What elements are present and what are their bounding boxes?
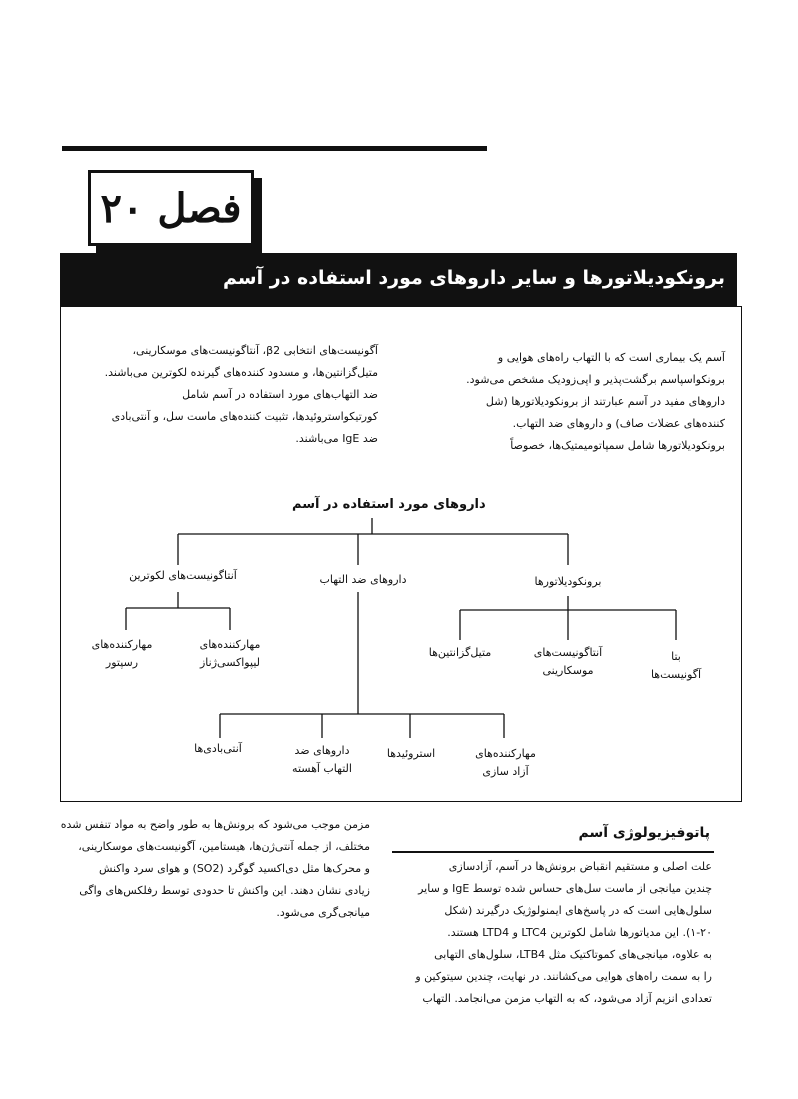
patho-right-column xyxy=(392,856,712,1010)
intro-line: ضد IgE می‌باشند. xyxy=(295,432,378,445)
node-line: آنتاگونیست‌های xyxy=(533,646,603,659)
patho-line: تعدادی انزیم آزاد می‌شود، که به التهاب مزمن می‌انجامد. التهاب xyxy=(422,992,712,1005)
node-release-inhibitors xyxy=(458,745,553,781)
node-line: بتا xyxy=(671,650,681,663)
patho-line: چندین میانجی از ماست سل‌های حساس شده توسط IgE و سایر xyxy=(418,882,712,895)
intro-line: برونکودیلاتورها شامل سمپاتومیمتیک‌ها، خصوصاً xyxy=(510,439,725,452)
node-line: مهارکننده‌های xyxy=(475,747,536,760)
node-methylxanthines xyxy=(413,644,507,662)
node-line: آزاد سازی xyxy=(482,765,529,778)
patho-line: ۱-۲۰). این مدیاتورها شامل لکوترین LTC4 و LTD4 هستند. xyxy=(447,926,712,939)
node-beta-agonists xyxy=(646,648,706,684)
node-line: رسپتور xyxy=(105,656,139,669)
node-line: آنتی‌بادی‌ها xyxy=(194,742,242,755)
node-antibodies xyxy=(178,740,258,758)
patho-left-column xyxy=(56,814,370,924)
chapter-label: فصل ۲۰ xyxy=(100,184,242,232)
node-anti-inflammatory: داروهای ضد التهاب xyxy=(319,573,407,586)
intro-line: کننده‌های عضلات صاف) و داروهای ضد التهاب. xyxy=(512,417,725,430)
chapter-title: برونکودیلاتورها و سایر داروهای مورد استفاده در آسم xyxy=(223,267,725,289)
node-steroids xyxy=(372,745,450,763)
patho-line: مختلف، از جمله آنتی‌ژن‌ها، هیستامین، آگونیست‌های موسکارینی، xyxy=(78,840,370,853)
node-line: متیل‌گزانتین‌ها xyxy=(428,646,492,659)
intro-line: داروهای مفید در آسم عبارتند از برونکودیلاتورها (شل xyxy=(485,395,725,408)
node-lipoxygenase-inhibitors xyxy=(180,636,280,672)
diagram-title: داروهای مورد استفاده در آسم xyxy=(292,497,486,512)
node-line: داروهای ضد xyxy=(294,744,350,757)
intro-line: متیل‌گزانتین‌ها، و مسدود کننده‌های گیرنده لکوترین می‌باشند. xyxy=(104,366,378,379)
intro-line: برونکواسپاسم برگشت‌پذیر و اپی‌زودیک مشخص می‌شود. xyxy=(466,373,725,386)
patho-line: به علاوه، میانجی‌های کموتاکتیک مثل LTB4، سلول‌های التهابی xyxy=(434,948,712,961)
node-line: مهارکننده‌های xyxy=(91,638,153,651)
node-line: استروئیدها xyxy=(386,747,436,760)
patho-line: مزمن موجب می‌شود که برونش‌ها به طور واضح به مواد تنفس شده xyxy=(60,818,370,831)
node-line: مهارکننده‌های xyxy=(199,638,261,651)
node-line: التهاب آهسته xyxy=(292,762,352,775)
node-bronchodilators: برونکودیلاتورها xyxy=(534,575,602,588)
patho-line: میانجی‌گری می‌شود. xyxy=(276,906,370,919)
intro-line: آگونیست‌های انتخابی β2، آنتاگونیست‌های موسکارینی، xyxy=(132,344,378,357)
patho-line: زیادی نشان دهند. این واکنش تا حدودی توسط رفلکس‌های واگی xyxy=(79,884,370,897)
node-receptor-inhibitors xyxy=(72,636,172,672)
node-leukotriene-antagonists: آنتاگونیست‌های لکوترین xyxy=(129,569,237,582)
node-line: موسکارینی xyxy=(542,664,594,677)
patho-line: را به سمت راه‌های هوایی می‌کشانند. در نهایت، چندین سیتوکین و xyxy=(415,970,712,983)
patho-line: علت اصلی و مستقیم انقباض برونش‌ها در آسم، آزادسازی xyxy=(448,860,712,873)
intro-line: آسم یک بیماری است که با التهاب راه‌های هوایی و xyxy=(497,351,725,364)
patho-line: و محرک‌ها مثل دی‌اکسید گوگرد (SO2) و هوای سرد واکنش xyxy=(98,862,370,875)
node-line: آگونیست‌ها xyxy=(650,668,702,681)
intro-line: کورتیکواستروئیدها، تثبیت کننده‌های ماست سل، و آنتی‌بادی xyxy=(111,410,378,423)
patho-line: سلول‌هایی است که در پاسخ‌های ایمنولوژیک درگیرند (شکل xyxy=(444,904,712,917)
intro-line: ضد التهاب‌های مورد استفاده در آسم شامل xyxy=(182,388,378,401)
section-rule xyxy=(392,851,714,853)
section-heading: پاتوفیزیولوژی آسم xyxy=(578,825,710,841)
node-muscarinic-antagonists xyxy=(518,644,618,680)
node-line: لیپواکسی‌ژناز xyxy=(200,656,260,669)
node-slow-anti-inflammatory xyxy=(272,742,372,778)
